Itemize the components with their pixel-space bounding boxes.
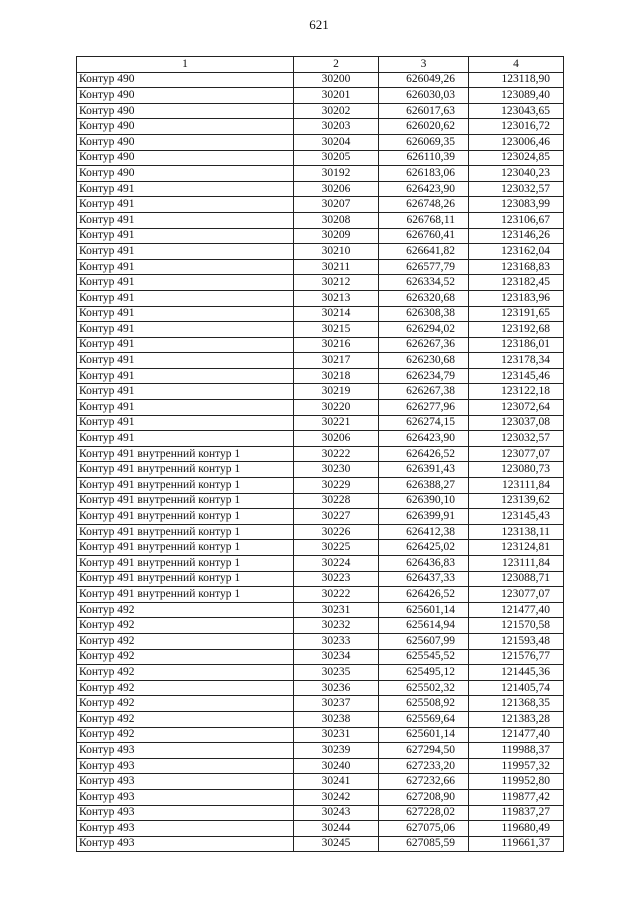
y-coordinate-cell: 123191,65: [469, 306, 564, 322]
contour-name-cell: Контур 492: [77, 649, 294, 665]
y-coordinate-cell: 121445,36: [469, 665, 564, 681]
x-coordinate-cell: 625495,12: [379, 665, 469, 681]
x-coordinate-cell: 626426,52: [379, 587, 469, 603]
point-number-cell: 30217: [294, 353, 379, 369]
y-coordinate-cell: 123162,04: [469, 244, 564, 260]
y-coordinate-cell: 123122,18: [469, 384, 564, 400]
x-coordinate-cell: 626017,63: [379, 103, 469, 119]
table-row: [77, 540, 564, 556]
y-coordinate-cell: 123183,96: [469, 290, 564, 306]
table-row: [77, 337, 564, 353]
y-coordinate-cell: 123118,90: [469, 72, 564, 88]
point-number-cell: 30235: [294, 665, 379, 681]
y-coordinate-cell: 123088,71: [469, 571, 564, 587]
table-row: [77, 478, 564, 494]
point-number-cell: 30211: [294, 259, 379, 275]
table-row: [77, 524, 564, 540]
x-coordinate-cell: 627228,02: [379, 805, 469, 821]
table-row: [77, 415, 564, 431]
y-coordinate-cell: 121576,77: [469, 649, 564, 665]
x-coordinate-cell: 625508,92: [379, 696, 469, 712]
point-number-cell: 30237: [294, 696, 379, 712]
table-row: [77, 228, 564, 244]
x-coordinate-cell: 626320,68: [379, 290, 469, 306]
table-row: [77, 821, 564, 837]
y-coordinate-cell: 123080,73: [469, 462, 564, 478]
contour-name-cell: Контур 492: [77, 696, 294, 712]
point-number-cell: 30229: [294, 478, 379, 494]
y-coordinate-cell: 123089,40: [469, 88, 564, 104]
x-coordinate-cell: 627294,50: [379, 743, 469, 759]
table-row: [77, 743, 564, 759]
y-coordinate-cell: 119877,42: [469, 789, 564, 805]
contour-name-cell: Контур 492: [77, 633, 294, 649]
table-row: [77, 680, 564, 696]
contour-name-cell: Контур 491: [77, 431, 294, 447]
y-coordinate-cell: 121477,40: [469, 602, 564, 618]
table-row: [77, 368, 564, 384]
point-number-cell: 30240: [294, 758, 379, 774]
table-row: [77, 556, 564, 572]
y-coordinate-cell: 123006,46: [469, 134, 564, 150]
table-row: [77, 88, 564, 104]
point-number-cell: 30222: [294, 587, 379, 603]
point-number-cell: 30210: [294, 244, 379, 260]
table-row: [77, 727, 564, 743]
contour-name-cell: Контур 491 внутренний контур 1: [77, 493, 294, 509]
point-number-cell: 30218: [294, 368, 379, 384]
contour-name-cell: Контур 491: [77, 337, 294, 353]
point-number-cell: 30204: [294, 134, 379, 150]
contour-name-cell: Контур 491 внутренний контур 1: [77, 462, 294, 478]
point-number-cell: 30228: [294, 493, 379, 509]
contour-name-cell: Контур 490: [77, 134, 294, 150]
x-coordinate-cell: 626049,26: [379, 72, 469, 88]
point-number-cell: 30209: [294, 228, 379, 244]
table-row: [77, 571, 564, 587]
point-number-cell: 30200: [294, 72, 379, 88]
y-coordinate-cell: 123139,62: [469, 493, 564, 509]
x-coordinate-cell: 626437,33: [379, 571, 469, 587]
contour-name-cell: Контур 493: [77, 789, 294, 805]
y-coordinate-cell: 123146,26: [469, 228, 564, 244]
x-coordinate-cell: 626641,82: [379, 244, 469, 260]
x-coordinate-cell: 626399,91: [379, 509, 469, 525]
point-number-cell: 30232: [294, 618, 379, 634]
y-coordinate-cell: 123077,07: [469, 446, 564, 462]
y-coordinate-cell: 119988,37: [469, 743, 564, 759]
table-body: [77, 72, 564, 852]
contour-name-cell: Контур 491 внутренний контур 1: [77, 509, 294, 525]
point-number-cell: 30241: [294, 774, 379, 790]
table-row: [77, 244, 564, 260]
contour-name-cell: Контур 491 внутренний контур 1: [77, 524, 294, 540]
table-header: [77, 57, 564, 73]
contour-name-cell: Контур 493: [77, 836, 294, 852]
y-coordinate-cell: 123037,08: [469, 415, 564, 431]
y-coordinate-cell: 123186,01: [469, 337, 564, 353]
table-row: [77, 618, 564, 634]
x-coordinate-cell: 626020,62: [379, 119, 469, 135]
table-row: [77, 602, 564, 618]
table-row: [77, 150, 564, 166]
table-row: [77, 711, 564, 727]
table-row: [77, 649, 564, 665]
x-coordinate-cell: 626267,36: [379, 337, 469, 353]
y-coordinate-cell: 123138,11: [469, 524, 564, 540]
x-coordinate-cell: 627233,20: [379, 758, 469, 774]
x-coordinate-cell: 626334,52: [379, 275, 469, 291]
contour-name-cell: Контур 491: [77, 197, 294, 213]
contour-name-cell: Контур 493: [77, 743, 294, 759]
contour-name-cell: Контур 491: [77, 400, 294, 416]
point-number-cell: 30201: [294, 88, 379, 104]
contour-name-cell: Контур 490: [77, 72, 294, 88]
point-number-cell: 30226: [294, 524, 379, 540]
coordinates-table: [76, 56, 564, 852]
table-row: [77, 384, 564, 400]
point-number-cell: 30221: [294, 415, 379, 431]
table-row: [77, 400, 564, 416]
contour-name-cell: Контур 491: [77, 306, 294, 322]
x-coordinate-cell: 626294,02: [379, 322, 469, 338]
x-coordinate-cell: 626390,10: [379, 493, 469, 509]
point-number-cell: 30233: [294, 633, 379, 649]
x-coordinate-cell: 626423,90: [379, 431, 469, 447]
table-row: [77, 212, 564, 228]
y-coordinate-cell: 123024,85: [469, 150, 564, 166]
contour-name-cell: Контур 492: [77, 727, 294, 743]
y-coordinate-cell: 119680,49: [469, 821, 564, 837]
contour-name-cell: Контур 491: [77, 275, 294, 291]
table-row: [77, 758, 564, 774]
x-coordinate-cell: 626423,90: [379, 181, 469, 197]
point-number-cell: 30214: [294, 306, 379, 322]
contour-name-cell: Контур 491: [77, 415, 294, 431]
table-row: [77, 633, 564, 649]
point-number-cell: 30206: [294, 181, 379, 197]
x-coordinate-cell: 626069,35: [379, 134, 469, 150]
point-number-cell: 30213: [294, 290, 379, 306]
x-coordinate-cell: 626760,41: [379, 228, 469, 244]
table-row: [77, 119, 564, 135]
y-coordinate-cell: 123083,99: [469, 197, 564, 213]
y-coordinate-cell: 123040,23: [469, 166, 564, 182]
point-number-cell: 30227: [294, 509, 379, 525]
x-coordinate-cell: 625545,52: [379, 649, 469, 665]
contour-name-cell: Контур 491 внутренний контур 1: [77, 446, 294, 462]
contour-name-cell: Контур 491 внутренний контур 1: [77, 571, 294, 587]
y-coordinate-cell: 121593,48: [469, 633, 564, 649]
y-coordinate-cell: 121383,28: [469, 711, 564, 727]
x-coordinate-cell: 625601,14: [379, 602, 469, 618]
contour-name-cell: Контур 491: [77, 244, 294, 260]
table-row: [77, 259, 564, 275]
x-coordinate-cell: 626426,52: [379, 446, 469, 462]
table-row: [77, 462, 564, 478]
x-coordinate-cell: 627208,90: [379, 789, 469, 805]
y-coordinate-cell: 119952,80: [469, 774, 564, 790]
table-row: [77, 166, 564, 182]
contour-name-cell: Контур 491: [77, 322, 294, 338]
point-number-cell: 30212: [294, 275, 379, 291]
contour-name-cell: Контур 490: [77, 166, 294, 182]
point-number-cell: 30208: [294, 212, 379, 228]
y-coordinate-cell: 123145,43: [469, 509, 564, 525]
y-coordinate-cell: 121570,58: [469, 618, 564, 634]
y-coordinate-cell: 123182,45: [469, 275, 564, 291]
contour-name-cell: Контур 492: [77, 665, 294, 681]
contour-name-cell: Контур 492: [77, 618, 294, 634]
contour-name-cell: Контур 492: [77, 711, 294, 727]
contour-name-cell: Контур 493: [77, 805, 294, 821]
page-number: 621: [309, 17, 329, 32]
x-coordinate-cell: 627075,06: [379, 821, 469, 837]
y-coordinate-cell: 123178,34: [469, 353, 564, 369]
table-row: [77, 290, 564, 306]
contour-name-cell: Контур 492: [77, 602, 294, 618]
table-row: [77, 353, 564, 369]
header-row: [77, 57, 564, 73]
table-row: [77, 134, 564, 150]
x-coordinate-cell: 626577,79: [379, 259, 469, 275]
x-coordinate-cell: 626267,38: [379, 384, 469, 400]
column-header-2: 2: [294, 57, 379, 73]
contour-name-cell: Контур 491: [77, 181, 294, 197]
x-coordinate-cell: 626748,26: [379, 197, 469, 213]
point-number-cell: 30231: [294, 602, 379, 618]
x-coordinate-cell: 627085,59: [379, 836, 469, 852]
table-row: [77, 587, 564, 603]
x-coordinate-cell: 625601,14: [379, 727, 469, 743]
contour-name-cell: Контур 490: [77, 103, 294, 119]
y-coordinate-cell: 121405,74: [469, 680, 564, 696]
table-row: [77, 306, 564, 322]
contour-name-cell: Контур 490: [77, 150, 294, 166]
table-row: [77, 805, 564, 821]
point-number-cell: 30236: [294, 680, 379, 696]
y-coordinate-cell: 123111,84: [469, 478, 564, 494]
point-number-cell: 30245: [294, 836, 379, 852]
contour-name-cell: Контур 493: [77, 758, 294, 774]
x-coordinate-cell: 626308,38: [379, 306, 469, 322]
y-coordinate-cell: 123032,57: [469, 181, 564, 197]
table-row: [77, 493, 564, 509]
table-row: [77, 789, 564, 805]
point-number-cell: 30224: [294, 556, 379, 572]
point-number-cell: 30220: [294, 400, 379, 416]
x-coordinate-cell: 626768,11: [379, 212, 469, 228]
point-number-cell: 30205: [294, 150, 379, 166]
y-coordinate-cell: 123168,83: [469, 259, 564, 275]
contour-name-cell: Контур 491 внутренний контур 1: [77, 587, 294, 603]
point-number-cell: 30215: [294, 322, 379, 338]
point-number-cell: 30207: [294, 197, 379, 213]
table-row: [77, 665, 564, 681]
contour-name-cell: Контур 491: [77, 384, 294, 400]
table-row: [77, 72, 564, 88]
y-coordinate-cell: 123077,07: [469, 587, 564, 603]
x-coordinate-cell: 626388,27: [379, 478, 469, 494]
point-number-cell: 30242: [294, 789, 379, 805]
point-number-cell: 30203: [294, 119, 379, 135]
point-number-cell: 30222: [294, 446, 379, 462]
point-number-cell: 30223: [294, 571, 379, 587]
column-header-3: 3: [379, 57, 469, 73]
table-row: [77, 197, 564, 213]
x-coordinate-cell: 626425,02: [379, 540, 469, 556]
x-coordinate-cell: 626391,43: [379, 462, 469, 478]
y-coordinate-cell: 123072,64: [469, 400, 564, 416]
x-coordinate-cell: 625614,94: [379, 618, 469, 634]
contour-name-cell: Контур 491: [77, 259, 294, 275]
y-coordinate-cell: 121368,35: [469, 696, 564, 712]
table-row: [77, 509, 564, 525]
y-coordinate-cell: 119661,37: [469, 836, 564, 852]
y-coordinate-cell: 123032,57: [469, 431, 564, 447]
x-coordinate-cell: 626030,03: [379, 88, 469, 104]
y-coordinate-cell: 123106,67: [469, 212, 564, 228]
point-number-cell: 30244: [294, 821, 379, 837]
y-coordinate-cell: 119837,27: [469, 805, 564, 821]
point-number-cell: 30206: [294, 431, 379, 447]
x-coordinate-cell: 626412,38: [379, 524, 469, 540]
contour-name-cell: Контур 493: [77, 821, 294, 837]
point-number-cell: 30225: [294, 540, 379, 556]
table-row: [77, 836, 564, 852]
contour-name-cell: Контур 493: [77, 774, 294, 790]
point-number-cell: 30231: [294, 727, 379, 743]
point-number-cell: 30192: [294, 166, 379, 182]
point-number-cell: 30202: [294, 103, 379, 119]
contour-name-cell: Контур 491: [77, 212, 294, 228]
table-row: [77, 322, 564, 338]
table-row: [77, 275, 564, 291]
contour-name-cell: Контур 491: [77, 368, 294, 384]
y-coordinate-cell: 123124,81: [469, 540, 564, 556]
x-coordinate-cell: 626230,68: [379, 353, 469, 369]
point-number-cell: 30219: [294, 384, 379, 400]
table-row: [77, 446, 564, 462]
point-number-cell: 30239: [294, 743, 379, 759]
x-coordinate-cell: 626183,06: [379, 166, 469, 182]
x-coordinate-cell: 626234,79: [379, 368, 469, 384]
x-coordinate-cell: 625569,64: [379, 711, 469, 727]
x-coordinate-cell: 626274,15: [379, 415, 469, 431]
point-number-cell: 30234: [294, 649, 379, 665]
table-row: [77, 696, 564, 712]
contour-name-cell: Контур 490: [77, 119, 294, 135]
y-coordinate-cell: 121477,40: [469, 727, 564, 743]
y-coordinate-cell: 123043,65: [469, 103, 564, 119]
contour-name-cell: Контур 491: [77, 290, 294, 306]
column-header-4: 4: [469, 57, 564, 73]
y-coordinate-cell: 123145,46: [469, 368, 564, 384]
contour-name-cell: Контур 491: [77, 228, 294, 244]
point-number-cell: 30230: [294, 462, 379, 478]
table-row: [77, 774, 564, 790]
x-coordinate-cell: 627232,66: [379, 774, 469, 790]
x-coordinate-cell: 626110,39: [379, 150, 469, 166]
x-coordinate-cell: 625502,32: [379, 680, 469, 696]
contour-name-cell: Контур 492: [77, 680, 294, 696]
y-coordinate-cell: 123016,72: [469, 119, 564, 135]
table-row: [77, 103, 564, 119]
point-number-cell: 30243: [294, 805, 379, 821]
y-coordinate-cell: 123111,84: [469, 556, 564, 572]
column-header-1: 1: [77, 57, 294, 73]
contour-name-cell: Контур 491 внутренний контур 1: [77, 556, 294, 572]
table-row: [77, 431, 564, 447]
contour-name-cell: Контур 491 внутренний контур 1: [77, 478, 294, 494]
y-coordinate-cell: 119957,32: [469, 758, 564, 774]
x-coordinate-cell: 626277,96: [379, 400, 469, 416]
y-coordinate-cell: 123192,68: [469, 322, 564, 338]
point-number-cell: 30216: [294, 337, 379, 353]
table-row: [77, 181, 564, 197]
contour-name-cell: Контур 491 внутренний контур 1: [77, 540, 294, 556]
point-number-cell: 30238: [294, 711, 379, 727]
contour-name-cell: Контур 491: [77, 353, 294, 369]
x-coordinate-cell: 626436,83: [379, 556, 469, 572]
x-coordinate-cell: 625607,99: [379, 633, 469, 649]
contour-name-cell: Контур 490: [77, 88, 294, 104]
